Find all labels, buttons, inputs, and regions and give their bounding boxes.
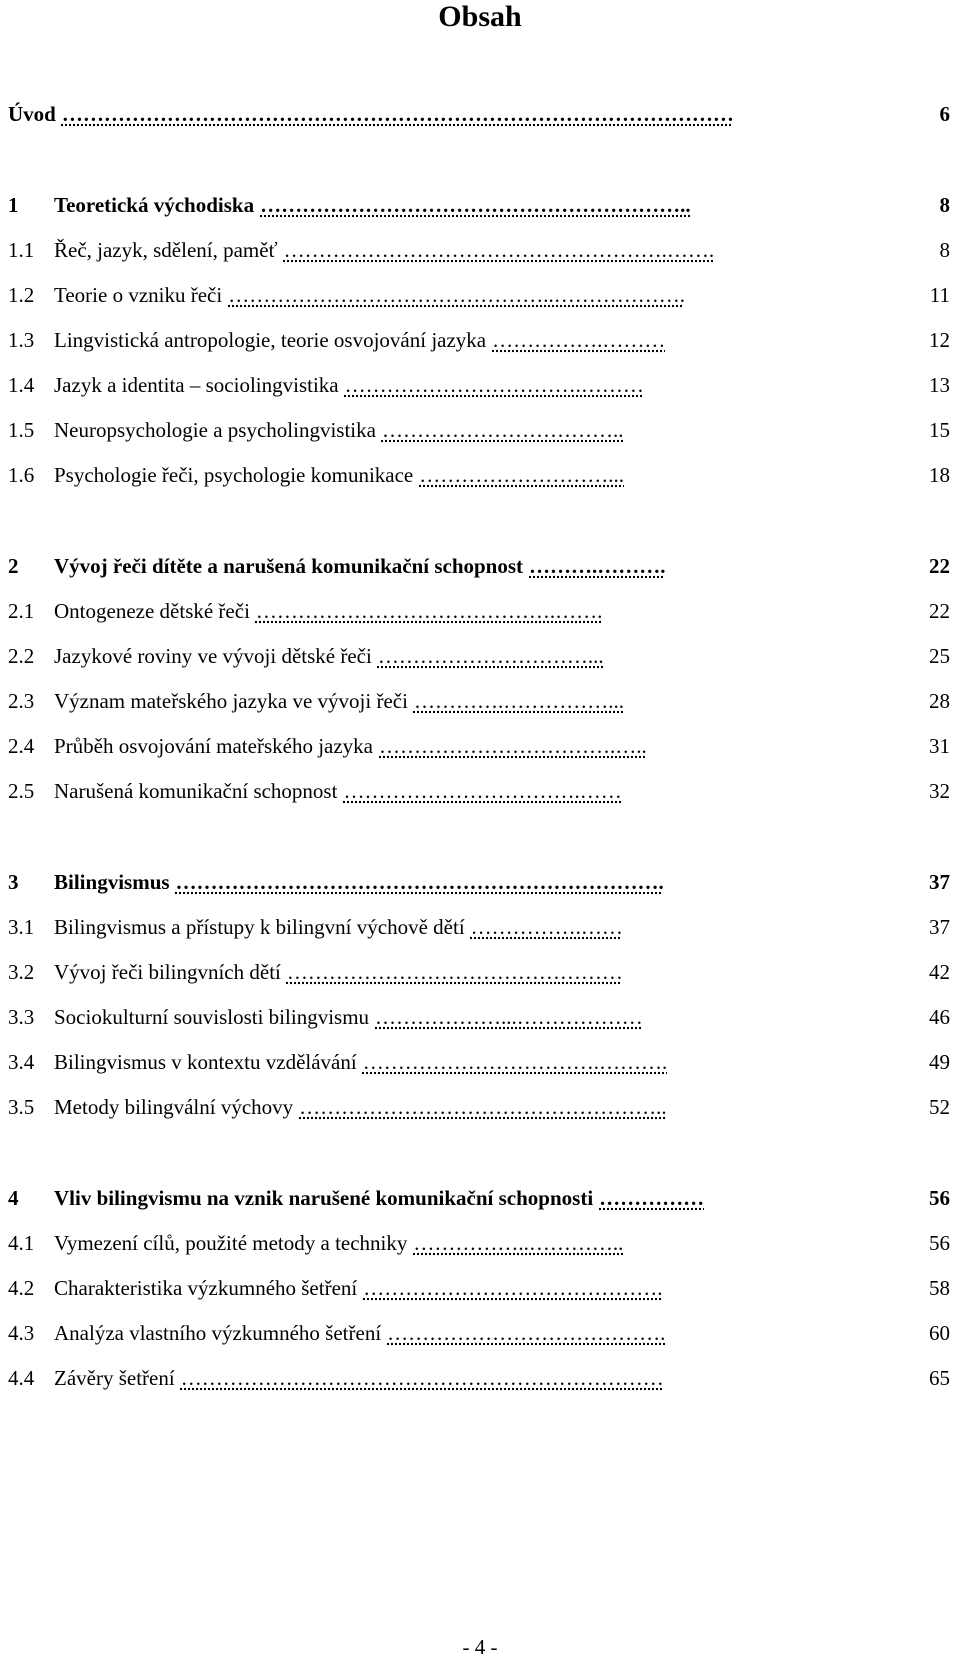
toc-entry-leader: …………………………………………………….. [260, 193, 691, 217]
toc-entry-page: 52 [929, 1095, 950, 1119]
toc-entry-number: 2 [8, 554, 19, 578]
toc-entry-2-5[interactable] [8, 774, 950, 804]
toc-entry-page: 8 [939, 238, 950, 262]
page-title: Obsah [438, 0, 522, 33]
toc-entry-leader: …………………………………. [387, 1321, 666, 1345]
toc-entry-leader: …………………………….….. [379, 734, 647, 758]
toc-entry-number: 3.3 [8, 1005, 35, 1029]
toc-entry-label: Význam mateřského jazyka ve vývoji řeči [54, 689, 408, 713]
toc-entry-4-4[interactable] [8, 1361, 950, 1391]
toc-entry-4-3[interactable] [8, 1316, 950, 1346]
toc-entry-number: 4 [8, 1186, 19, 1210]
toc-entry-label: Průběh osvojování mateřského jazyka [54, 734, 373, 758]
toc-entry-page: 22 [929, 554, 950, 578]
toc-entry-number: 2.5 [8, 779, 35, 803]
toc-entry-3-2[interactable] [8, 955, 950, 985]
toc-entry-page: 12 [929, 328, 950, 352]
toc-entry-number: 2.3 [8, 689, 35, 713]
toc-entry-page: 56 [929, 1186, 950, 1210]
toc-entry-number: 4.2 [8, 1276, 35, 1300]
toc-entry-1-3[interactable] [8, 323, 950, 353]
toc-entry-label: Bilingvismus [54, 870, 170, 894]
toc-entry-4-2[interactable] [8, 1271, 950, 1301]
toc-entry-number: 3.4 [8, 1050, 35, 1074]
toc-entry-1-6[interactable] [8, 458, 950, 488]
toc-entry-page: 25 [929, 644, 950, 668]
toc-entry-label: Charakteristika výzkumného šetření [54, 1276, 358, 1300]
toc-entry-label: Jazykové roviny ve vývoji dětské řeči [54, 644, 372, 668]
toc-entry-page: 65 [929, 1366, 950, 1390]
toc-entry-3-1[interactable] [8, 910, 950, 940]
toc-entry-2-1[interactable] [8, 594, 950, 624]
toc-entry-page: 32 [929, 779, 950, 803]
toc-entry-leader: …………………………….………. [362, 1050, 668, 1074]
toc-entry-label: Řeč, jazyk, sdělení, paměť [54, 238, 278, 262]
toc-entry-number: 2.2 [8, 644, 35, 668]
toc-entry-number: 2.1 [8, 599, 35, 623]
toc-entry-leader: …………………………….……… [344, 373, 644, 397]
toc-entry-number: 1 [8, 193, 19, 217]
toc-entry-label: Jazyk a identita – sociolingvistika [54, 373, 339, 397]
toc-entry-2-3[interactable] [8, 684, 950, 714]
toc-entry-leader: ……………………………………………….……. [283, 238, 715, 262]
toc-entry-2-4[interactable] [8, 729, 950, 759]
toc-entry-number: 4.1 [8, 1231, 35, 1255]
toc-entry-leader: ……………..………….. [413, 1231, 624, 1255]
toc-entry-leader: …………………………………………………………………………………… [61, 102, 734, 126]
toc-entry-2-2[interactable] [8, 639, 950, 669]
toc-entry-uvod[interactable] [8, 97, 950, 127]
toc-entry-label: Narušená komunikační schopnost [54, 779, 338, 803]
toc-entry-page: 42 [929, 960, 950, 984]
toc-entry-number: 3 [8, 870, 19, 894]
toc-entry-number: 1.5 [8, 418, 35, 442]
toc-entry-page: 58 [929, 1276, 950, 1300]
toc-entry-page: 18 [929, 463, 950, 487]
toc-entry-page: 56 [929, 1231, 950, 1255]
toc-entry-page: 15 [929, 418, 950, 442]
toc-entry-leader: …………….……… [492, 328, 666, 352]
toc-entry-leader: ………………...……………… [375, 1005, 643, 1029]
toc-entry-label: Vymezení cílů, použité metody a techniky [54, 1231, 408, 1255]
toc-entry-4-1[interactable] [8, 1226, 950, 1256]
toc-entry-1-4[interactable] [8, 368, 950, 398]
toc-entry-number: 4.4 [8, 1366, 35, 1390]
toc-entry-2[interactable] [8, 549, 950, 579]
toc-entry-label: Vliv bilingvismu na vznik narušené komunikační schopnosti [54, 1186, 594, 1210]
toc-entry-number: 1.6 [8, 463, 35, 487]
toc-entry-leader: ……………………………………. [363, 1276, 663, 1300]
toc-entry-leader: …………………………... [377, 644, 604, 668]
toc-entry-leader: …………………………………………….. [299, 1095, 667, 1119]
toc-entry-leader: …………………………………………………………… [180, 1366, 664, 1390]
toc-entry-leader: …………………………….…… [343, 779, 622, 803]
page-number: - 4 - [462, 1635, 498, 1659]
toc-entry-label: Bilingvismus a přístupy k bilingvní výchově dětí [54, 915, 465, 939]
toc-entry-leader: …………………………………….……. [255, 599, 603, 623]
toc-entry-3[interactable] [8, 865, 950, 895]
toc-entry-number: 4.3 [8, 1321, 35, 1345]
toc-entry-label: Vývoj řeči dítěte a narušená komunikační schopnost [54, 554, 524, 578]
toc-entry-label: Lingvistická antropologie, teorie osvojování jazyka [54, 328, 487, 352]
toc-entry-1-2[interactable] [8, 278, 950, 308]
toc-entry-number: 1.1 [8, 238, 35, 262]
toc-entry-leader: ………………………... [419, 463, 624, 487]
toc-entry-leader: ……….………. [529, 554, 666, 578]
toc-entry-page: 31 [929, 734, 950, 758]
toc-entry-page: 60 [929, 1321, 950, 1345]
toc-entry-label: Sociokulturní souvislosti bilingvismu [54, 1005, 370, 1029]
toc-entry-leader: ……………………………………………………………. [175, 870, 664, 894]
toc-entry-label: Úvod [8, 102, 56, 126]
toc-entry-page: 11 [929, 283, 950, 307]
toc-entry-page: 8 [939, 193, 950, 217]
toc-entry-leader: …………….…… [470, 915, 623, 939]
toc-entry-leader: ………………………………………… [286, 960, 623, 984]
toc-entry-3-4[interactable] [8, 1045, 950, 1075]
toc-entry-1-5[interactable] [8, 413, 950, 443]
toc-entry-page: 28 [929, 689, 950, 713]
toc-entry-label: Metody bilingvální výchovy [54, 1095, 294, 1119]
toc-entry-label: Závěry šetření [54, 1366, 175, 1390]
toc-entry-4[interactable] [8, 1181, 950, 1211]
toc-entry-label: Psychologie řeči, psychologie komunikace [54, 463, 414, 487]
toc-entry-label: Ontogeneze dětské řeči [54, 599, 250, 623]
toc-entry-label: Vývoj řeči bilingvních dětí [54, 960, 281, 984]
toc-entry-label: Neuropsychologie a psycholingvistika [54, 418, 376, 442]
toc-entry-leader: ………….……………... [413, 689, 624, 713]
toc-entry-page: 37 [929, 870, 950, 894]
toc-entry-label: Teoretická východiska [54, 193, 255, 217]
toc-entry-leader: …………… [599, 1186, 705, 1210]
toc-entry-page: 22 [929, 599, 950, 623]
toc-entry-label: Bilingvismus v kontextu vzdělávání [54, 1050, 357, 1074]
toc-entry-3-5[interactable] [8, 1090, 950, 1120]
toc-entry-3-3[interactable] [8, 1000, 950, 1030]
toc-entry-number: 1.3 [8, 328, 35, 352]
toc-entry-number: 3.2 [8, 960, 35, 984]
toc-entry-number: 3.5 [8, 1095, 35, 1119]
toc-entry-label: Teorie o vzniku řeči [54, 283, 223, 307]
toc-entry-page: 37 [929, 915, 950, 939]
toc-entry-number: 3.1 [8, 915, 35, 939]
toc-entry-page: 49 [929, 1050, 950, 1074]
toc-entry-page: 13 [929, 373, 950, 397]
toc-entry-number: 2.4 [8, 734, 35, 758]
toc-entry-leader: …………………………….. [381, 418, 624, 442]
toc-entry-number: 1.2 [8, 283, 35, 307]
toc-entry-leader: ………………………………………..………………. [228, 283, 685, 307]
toc-entry-number: 1.4 [8, 373, 35, 397]
toc-entry-page: 6 [939, 102, 950, 126]
toc-entry-page: 46 [929, 1005, 950, 1029]
toc-entry-1[interactable] [8, 188, 950, 218]
toc-entry-label: Analýza vlastního výzkumného šetření [54, 1321, 382, 1345]
toc-entry-1-1[interactable] [8, 233, 950, 263]
